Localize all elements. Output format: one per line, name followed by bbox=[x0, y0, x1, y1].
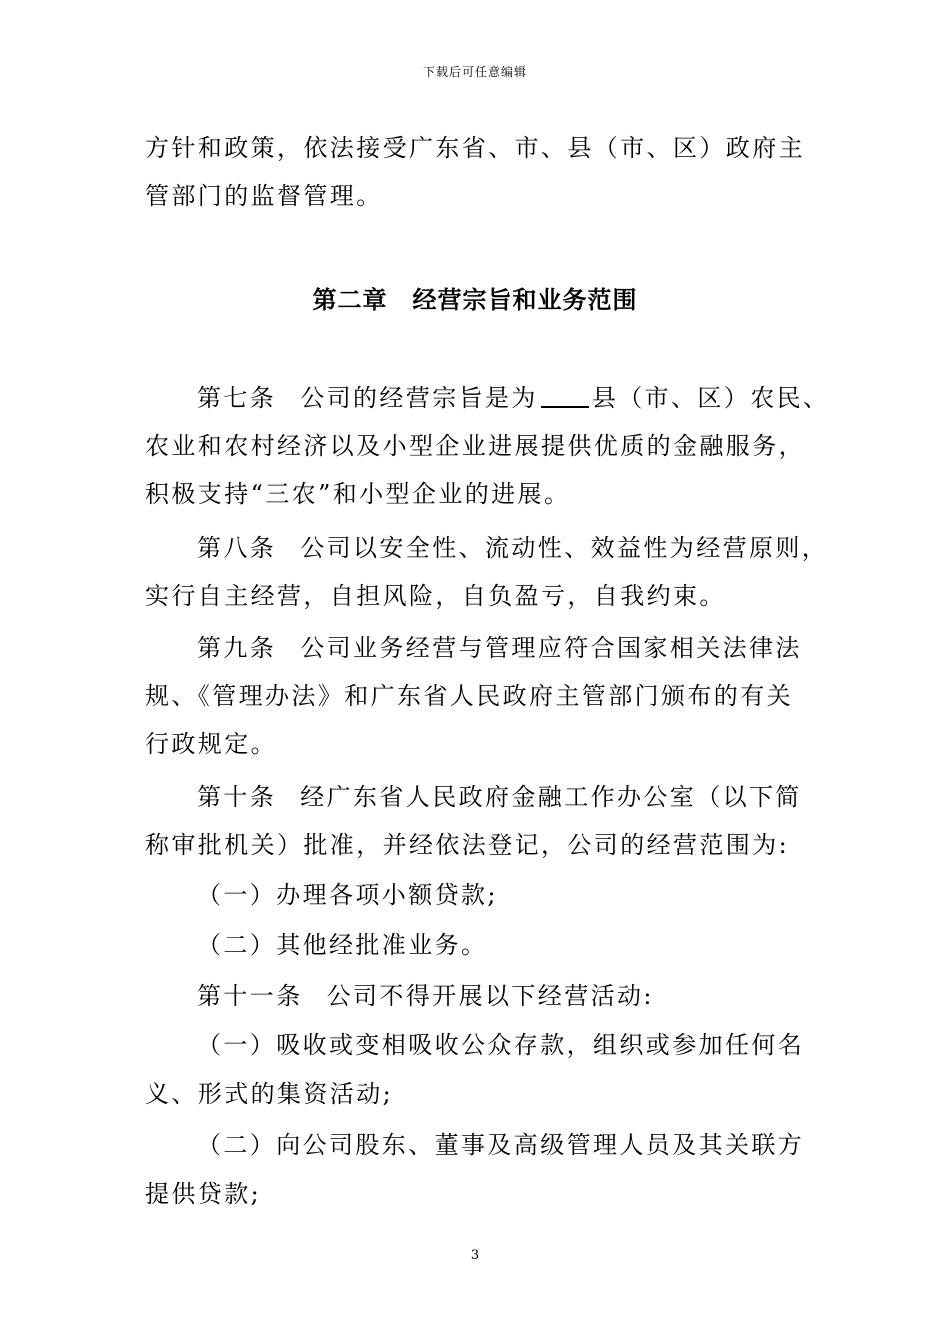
text-line: 称审批机关）批准，并经依法登记，公司的经营范围为: bbox=[145, 831, 790, 859]
article-label: 第十条 bbox=[197, 783, 277, 811]
list-item: （一）吸收或变相吸收公众存款，组织或参加任何名 bbox=[197, 1031, 805, 1059]
article-label: 第八条 bbox=[197, 534, 277, 562]
text-line: 义、形式的集资活动; bbox=[145, 1080, 394, 1108]
list-item: （二）其他经批准业务。 bbox=[197, 931, 488, 959]
text-line: 积极支持“三农”和小型企业的进展。 bbox=[145, 480, 571, 508]
text-line bbox=[197, 380, 829, 416]
text-span: 公司不得开展以下经营活动: bbox=[326, 982, 654, 1010]
text-line: 规、《管理办法》和广东省人民政府主管部门颁布的有关 bbox=[145, 682, 793, 710]
text-span: 县（市、区）农民、 bbox=[591, 384, 830, 412]
text-line bbox=[197, 779, 802, 815]
text-line bbox=[197, 630, 802, 666]
text-span: 经广东省人民政府金融工作办公室（以下简 bbox=[300, 783, 802, 811]
article-label: 第十一条 bbox=[197, 982, 303, 1010]
chapter-title: 第二章 经营宗旨和业务范围 bbox=[312, 286, 638, 314]
page-number: 3 bbox=[470, 1248, 480, 1263]
text-line: 农业和农村经济以及小型企业进展提供优质的金融服务， bbox=[145, 432, 805, 460]
text-line: 提供贷款; bbox=[145, 1180, 262, 1208]
article-label: 第七条 bbox=[197, 384, 277, 412]
text-span: 公司以安全性、流动性、效益性为经营原则， bbox=[300, 534, 829, 562]
text-span: 公司业务经营与管理应符合国家相关法律法 bbox=[300, 634, 802, 662]
list-item: （一）办理各项小额贷款; bbox=[197, 881, 498, 909]
article-label: 第九条 bbox=[197, 634, 277, 662]
text-line: 行政规定。 bbox=[145, 730, 277, 758]
page-header: 下载后可任意编辑 bbox=[422, 65, 527, 79]
blank-underline bbox=[541, 382, 589, 408]
list-item: （二）向公司股东、董事及高级管理人员及其关联方 bbox=[197, 1131, 805, 1159]
text-line bbox=[197, 530, 828, 566]
text-line bbox=[197, 978, 654, 1014]
text-line: 实行自主经营，自担风险，自负盈亏，自我约束。 bbox=[145, 582, 726, 610]
text-span: 公司的经营宗旨是为 bbox=[300, 384, 538, 412]
text-line: 方针和政策，依法接受广东省、市、县（市、区）政府主 bbox=[145, 134, 805, 162]
text-line: 管部门的监督管理。 bbox=[145, 182, 383, 210]
